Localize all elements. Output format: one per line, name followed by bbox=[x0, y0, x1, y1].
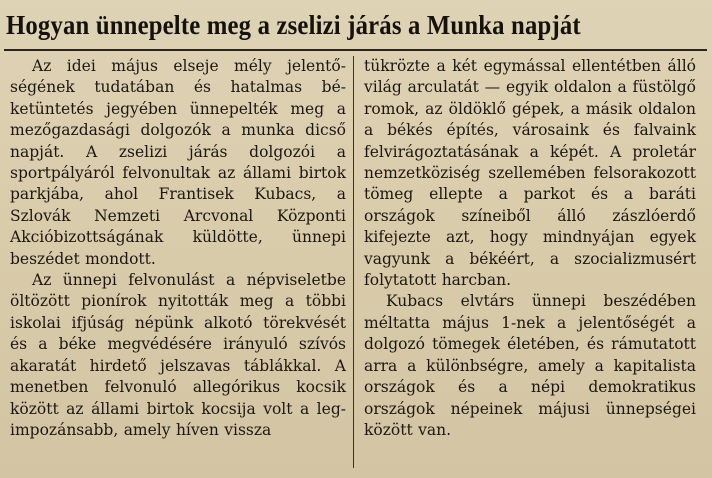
paragraph-2: Az ünnepi felvonulást a népviseletbe öltözött pionírok nyitották meg a többi iskolai ifjúság népünk alkotó törekvését és a béke megvédésére irányuló szívós akaratát hirdető jelszavas táblákkal. A menetben felvonuló allegórikus kocsik között az állami birtok kocsija volt a legimpozánsabb, amely híven vissza bbox=[10, 271, 346, 439]
headline-rule bbox=[4, 49, 707, 51]
paragraph-3: Kubacs elvtárs ünnepi beszédében méltatta május 1-nek a jelentőségét a dolgozó tömegek életében, és rámutatott arra a különbségre, amely a kapitalista országok és a népi demokratikus országok népeinek májusi ünnepségei között van. bbox=[364, 292, 696, 439]
paragraph-1: Az idei május elseje mély jelentőségének tudatában és hatalmas béketüntetés jegyében ünnepelték meg a mezőgazdasági dolgozók a munka dicső napját. A zselizi járás dolgozói a sportpályáról felvonultak az állami birtok parkjába, ahol Frantisek Kubacs, a Szlovák Nemzeti Arcvonal Központi Akcióbizottságának küldötte, ünnepi beszédet mondott. bbox=[10, 57, 346, 268]
right-column bbox=[364, 56, 696, 466]
left-column bbox=[10, 56, 346, 466]
article-headline: Hogyan ünnepelte meg a zselizi járás a Munka napját bbox=[6, 10, 581, 40]
column-divider bbox=[353, 56, 354, 468]
paragraph-2-continued: tükrözte a két egymással ellentétben álló világ arculatát — egyik oldalon a füstölgő romok, az öldöklő gépek, a másik oldalon a békés építés, városaink és falvaink felvirágoztatásának a képét. A proletár nemzetköziség szellemében felsorakozott tömeg ellepte a parkot és a baráti országok színeiből álló zászlóerdő kifejezte azt, hogy mindnyájan egyek vagyunk a békéért, a szocializmusért folytatott harcban. bbox=[364, 57, 696, 290]
